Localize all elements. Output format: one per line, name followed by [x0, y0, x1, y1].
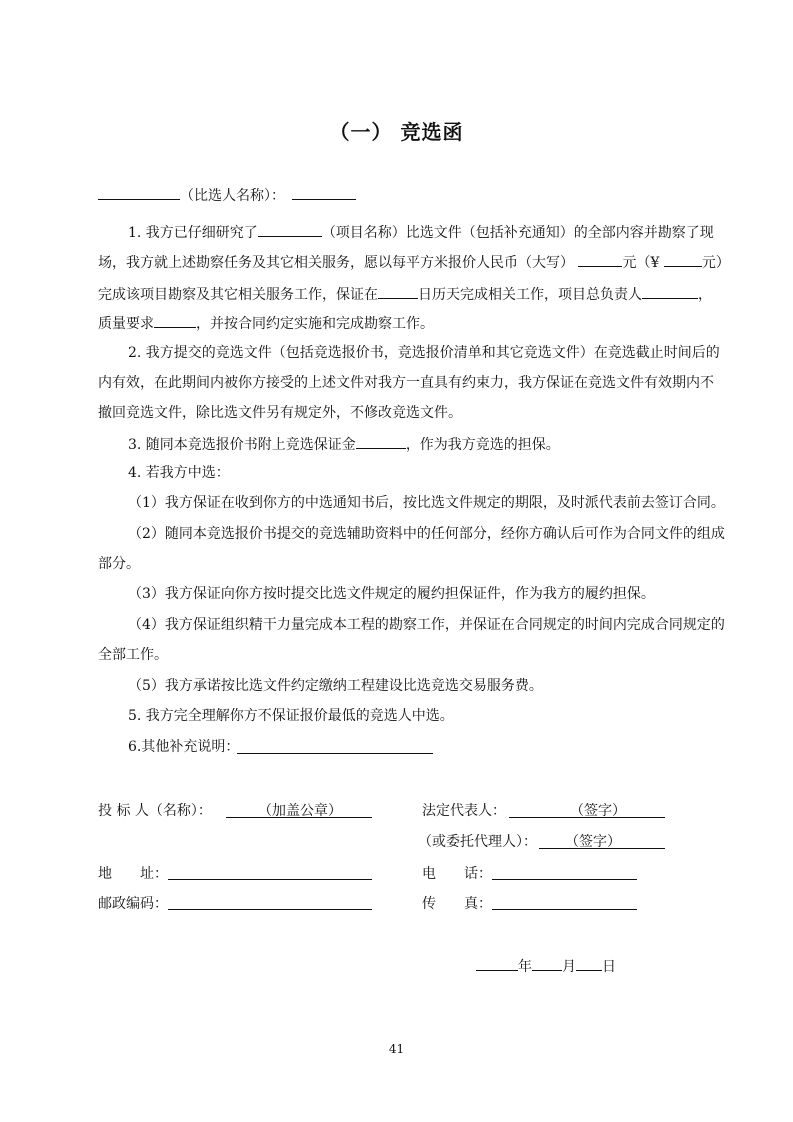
text: 日历天完成相关工作，项目总负责人 — [418, 287, 642, 303]
sub-item-4-line-1: （4）我方保证组织精干力量完成本工程的勘察工作，并保证在合同规定的时间内完成合同规定的 — [128, 617, 725, 633]
phone-field[interactable] — [492, 879, 637, 880]
text: 场，我方就上述勘察任务及其它相关服务，愿以每平方米报价人民币（大写） — [98, 255, 574, 271]
addressee-label: （比选人名称）： — [180, 188, 285, 204]
postcode-field[interactable] — [168, 909, 372, 910]
paragraph-1-line-3 — [98, 283, 712, 305]
text: 元） — [701, 255, 730, 271]
paragraph-2-line-3: 撤回竞选文件，除比选文件另有规定外，不修改竞选文件。 — [98, 405, 462, 421]
day-blank[interactable] — [576, 955, 602, 971]
text: ， — [698, 287, 712, 303]
address-field[interactable] — [168, 879, 372, 880]
month-label: 月 — [562, 959, 576, 975]
year-blank[interactable] — [476, 955, 518, 971]
address-label: 地 址： — [98, 866, 168, 882]
bidder-hint: （加盖公章） — [258, 803, 342, 819]
postcode-label: 邮政编码： — [98, 896, 168, 912]
sub-item-3: （3）我方保证向你方按时提交比选文件规定的履约担保证件，作为我方的履约担保。 — [128, 586, 655, 602]
days-blank[interactable] — [378, 283, 418, 299]
price-number-blank[interactable] — [664, 251, 702, 267]
text: ，作为我方竞选的担保。 — [405, 437, 560, 453]
bidder-label: 投 标 人（名称）： — [98, 803, 212, 819]
fax-label: 传 真： — [422, 896, 492, 912]
paragraph-1-line-2 — [98, 251, 730, 273]
text: ，并按合同约定实施和完成勘察工作。 — [196, 316, 434, 332]
addressee-blank[interactable] — [98, 199, 180, 200]
text: 质量要求 — [98, 316, 154, 332]
addressee-blank-right[interactable] — [292, 199, 356, 200]
text: （项目名称）比选文件（包括补充通知）的全部内容并勘察了现 — [321, 225, 714, 241]
document-title: （一） 竞选函 — [329, 120, 464, 144]
agent-label: （或委托代理人）： — [418, 834, 537, 850]
sub-item-4-line-2: 全部工作。 — [98, 647, 168, 663]
text: 1. 我方已仔细研究了 — [128, 225, 258, 241]
paragraph-4: 4. 若我方中选： — [128, 465, 230, 481]
fax-field[interactable] — [492, 909, 637, 910]
day-label: 日 — [602, 959, 616, 975]
text: 元（¥ — [622, 255, 660, 271]
sub-item-2-line-1: （2）随同本竞选报价书提交的竞选辅助资料中的任何部分，经你方确认后可作为合同文件的组成 — [128, 526, 725, 542]
agent-hint: （签字） — [565, 834, 621, 850]
legal-rep-hint: （签字） — [570, 803, 626, 819]
project-leader-blank[interactable] — [642, 283, 698, 299]
supplement-blank[interactable] — [237, 753, 433, 754]
paragraph-5: 5. 我方完全理解你方不保证报价最低的竞选人中选。 — [128, 708, 454, 724]
legal-rep-label: 法定代表人： — [422, 803, 506, 819]
text: 完成该项目勘察及其它相关服务工作，保证在 — [98, 287, 378, 303]
quality-blank[interactable] — [154, 312, 196, 328]
deposit-blank[interactable] — [356, 433, 406, 449]
paragraph-1-line-1 — [128, 221, 714, 243]
sub-item-2-line-2: 部分。 — [98, 556, 140, 572]
paragraph-1-line-4 — [98, 312, 434, 334]
text: 3. 随同本竞选报价书附上竞选保证金 — [128, 437, 356, 453]
year-label: 年 — [518, 959, 532, 975]
date-line — [476, 955, 616, 977]
phone-label: 电 话： — [422, 866, 492, 882]
page-number: 41 — [388, 1042, 405, 1056]
paragraph-2-line-2: 内有效，在此期间内被你方接受的上述文件对我方一直具有约束力，我方保证在竞选文件有效期内不 — [98, 375, 714, 391]
paragraph-6-label: 6.其他补充说明： — [128, 739, 240, 755]
paragraph-2-line-1: 2. 我方提交的竞选文件（包括竞选报价书，竞选报价清单和其它竞选文件）在竞选截止时间后的 — [128, 345, 720, 361]
paragraph-3 — [128, 433, 560, 455]
price-words-blank[interactable] — [578, 251, 622, 267]
sub-item-1: （1）我方保证在收到你方的中选通知书后，按比选文件规定的期限，及时派代表前去签订合同。 — [128, 495, 725, 511]
sub-item-5: （5）我方承诺按比选文件约定缴纳工程建设比选竞选交易服务费。 — [128, 678, 543, 694]
project-name-blank[interactable] — [258, 221, 322, 237]
month-blank[interactable] — [532, 955, 562, 971]
